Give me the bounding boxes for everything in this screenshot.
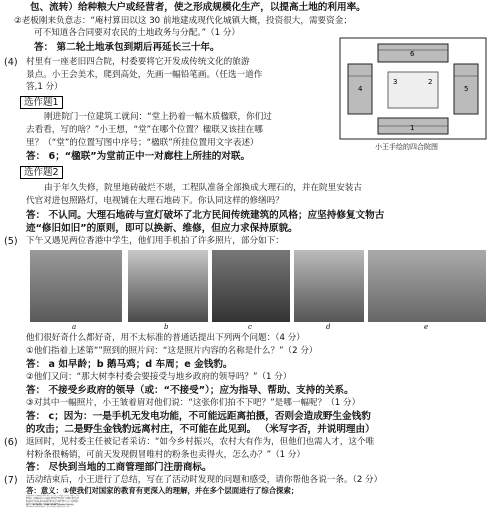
text-line: 里？（“堂”的位置写图中序号；“楹联”所挂位置用文字表述） (26, 138, 259, 148)
answer-line: 的攻击；二是野生金钱豹远离村庄，不可能在此见到。 （米写字否，并说明理由） (26, 424, 375, 435)
answer-line: 答： 不接受乡政府的领导（或：“不接受”）；应为指导、帮助、支持的关系。 (26, 385, 354, 396)
photo-label: d (326, 323, 331, 331)
text-line: ②他们又问：“那大树李村委会要接受与地乡政府的领导吗？”（1 分） (26, 372, 292, 382)
svg-text:5: 5 (464, 85, 469, 93)
text-line: 炼与提高；④将课本知识与社会实践有机结合起来，活学活用，学以致用。⑤进一步了 (26, 499, 79, 500)
text-line: 由于年久失修，院里地砖破烂不堪，工程队准备全部换成大理石的，并在院里安装古 (44, 183, 362, 193)
photo-a (30, 250, 122, 322)
text-line: ②使我们有机会接触到鲜活的农村现实生活，培养了大家的社会责任感；③通过一天的 (26, 496, 79, 497)
text-line: 解了农村的民风民情，增加了热爱家乡的情感；⑥直接地接触到了十九大以后基层农村 (26, 500, 79, 502)
courtyard-sketch-figure (338, 36, 488, 141)
answer-line: 答： 不认同。大理石地砖与宣灯破坏了北方民间传统建筑的风格；应坚持修复文物古 (26, 210, 385, 221)
svg-text:6: 6 (410, 50, 415, 58)
text-line: 村粉条很畅销，可前天发现假冒唯村的粉条也卖得火，怎么办？”（1 分） (26, 450, 306, 460)
svg-text:2: 2 (428, 78, 433, 86)
photo-label: e (424, 323, 429, 331)
optional-question-label: 选作题2 (20, 166, 63, 179)
question-number: (7) (4, 475, 18, 486)
svg-text:1: 1 (410, 124, 415, 132)
answer-line: 问题：①一整天的实践活动，明显偏离了本次调查“当地贫困现状”的活动主题； (26, 505, 75, 506)
text-line: 景点。小王会美术，爬到高处，先画一幅铅笔画。（任选一道作 (26, 70, 263, 80)
text-line: ③对其中一幅照片，小王皱着眉对他们说：“这张你们拍不下吧？”是哪一幅呢？（1 分） (26, 398, 361, 408)
text-line: 下午又遇见两位香港中学生，他们用手机拍了许多照片，部分如下： (26, 236, 284, 246)
text-line: 包、流转）给种粮大户或经营者，使之形成规模化生产，以提高土地的利用率。 (30, 2, 366, 13)
text-line: ①他们指着上述第“”照到的照片问：“这是照片内容的名称是什么？”（2 分） (26, 346, 318, 356)
text-line: 活动结束后，小王进行了总结，写在了活动时发现的问题和感受，请你帮他各说一条。（2 分） (26, 475, 383, 485)
text-line: ②老板刚来负意志：“庵村算田以这 30 前地建成现代化城镇大概，投资很大，需要资金； (14, 16, 352, 26)
text-line: 他们很好奇什么都好奇，用不太标准的普通话提出下列两个问题：（4 分） (26, 333, 305, 343)
photo-b (128, 250, 208, 322)
answer-line: 答： 6；“楹联”为堂前正中一对廊柱上所挂的对联。 (26, 151, 251, 162)
text-line: 村里有一座老旧四合院，村委要将它开发成传统文化的旅游 (26, 57, 250, 67)
photo-d (294, 250, 364, 322)
svg-text:4: 4 (358, 85, 363, 93)
photo-c (212, 250, 290, 322)
text-line: 返回时，见村委主任被记者采访：“如今乡村振兴，农村大有作为，但他们也需人才，这个唯 (26, 437, 375, 447)
answer-line: 答：意义：①使我们对国家的教育有更深入的理解，并在多个层面进行了综合探索； (26, 486, 299, 495)
photo-label: b (164, 323, 169, 331)
text-line: 调查活动，大家的团队合作、表达交流、组织协调等多方面的社会实践能力都得到了锻 (26, 497, 79, 499)
answer-line: 迹“修旧如旧”的原则，即可以换新、维修，但应力求保持原貌。 (26, 223, 298, 234)
answer-line: 答： 第二轮土地承包到期后再延长三十年。 (34, 42, 220, 53)
answer-line: 答： a 如早龄；b 鹅马鸡；d 车周；e 金钱豹。 (26, 359, 233, 370)
text-line: 的最新变化，感受到新时代带来的新气象；⑦拓宽了视野，增长了见识，尤其是增强了 (26, 502, 79, 503)
answer-line: 答： 尽快到当地的工商管理部门注册商标。 (26, 462, 212, 473)
photo-label: c (248, 323, 252, 331)
text-line: 对中外文化的了解与体验，包括与世界文明对话的意识。 (26, 503, 61, 505)
text-line: 去看看，写的啥？”小王想，“堂”在哪个位置？楹联又该挂在哪 (26, 125, 263, 135)
text-line: 代官对进包照路灯，电视铺在大理石地砖下。你认同这样的修缮吗？ (26, 196, 284, 206)
text-line: 可不知道各合同要对农民的土地政务与分配。”（1 分） (34, 28, 241, 38)
photo-e (368, 250, 486, 322)
question-number: (5) (4, 236, 18, 247)
optional-question-label: 选作题1 (20, 96, 63, 109)
answer-line: 答： c；因为：一是手机无发电功能，不可能远距离拍摄，否则会造成野生金钱豹 (26, 411, 371, 422)
text-line: ②整个调查活动过程存在随意性，看不出应有的活动安排与计划；等等。 (26, 506, 71, 508)
figure-caption: 小王手绘的四合院图 (375, 143, 438, 151)
svg-text:3: 3 (393, 78, 398, 86)
question-number: (6) (4, 437, 18, 448)
photo-label: a (72, 323, 77, 331)
text-line: 答,1 分） (26, 82, 63, 92)
question-number: (4) (4, 57, 18, 68)
text-line: 刚进院门一位建筑工就问：“堂上扔着一幅木质楹联，你们过 (44, 112, 272, 122)
